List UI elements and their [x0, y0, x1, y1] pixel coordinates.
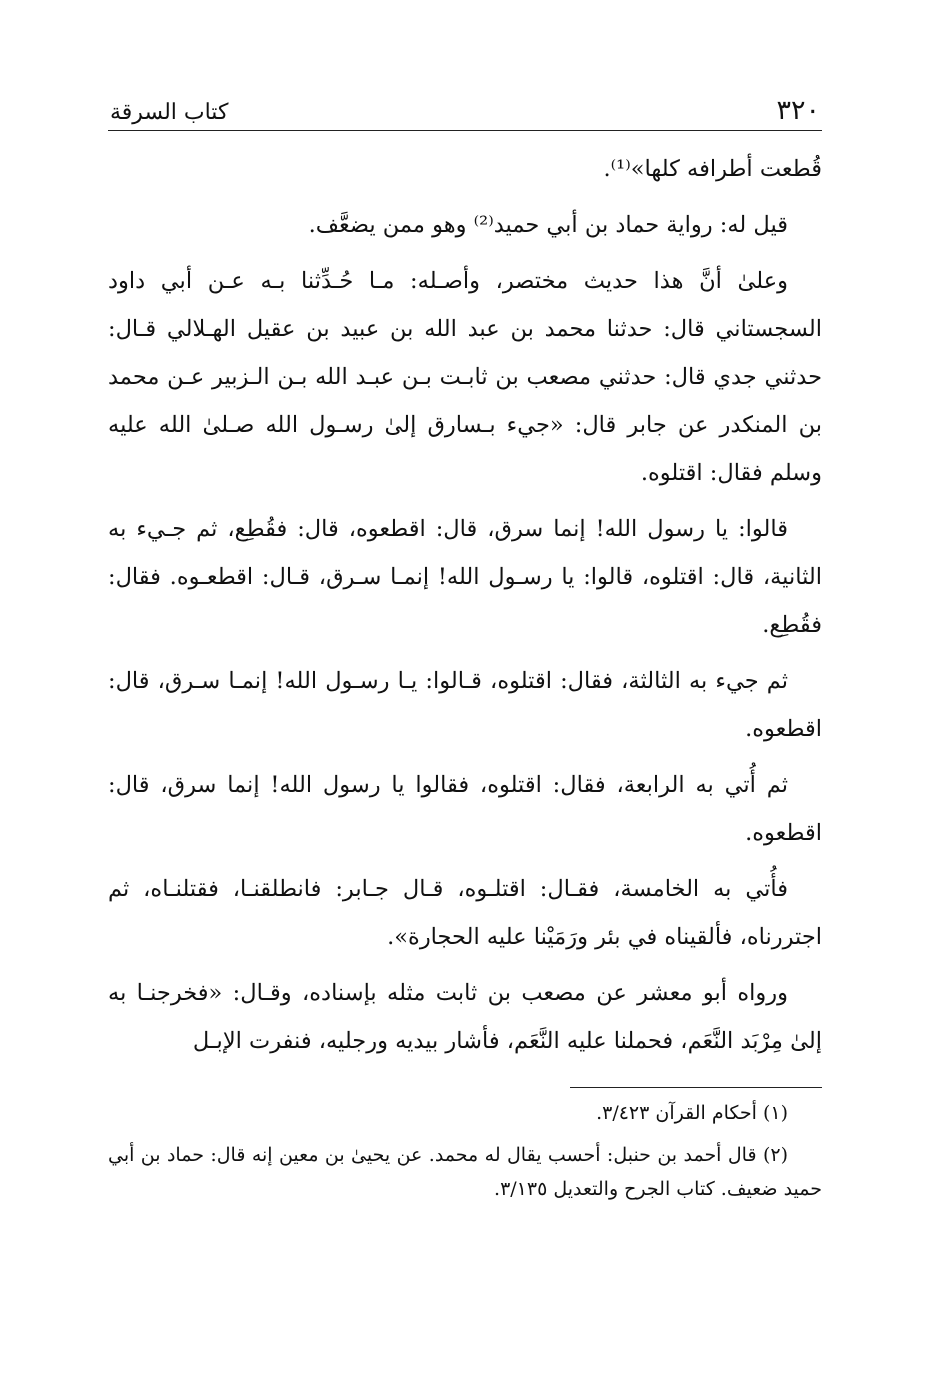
footnote-separator — [570, 1087, 822, 1088]
paragraph: قُطعت أطرافه كلها»⁽¹⁾. — [603, 156, 822, 182]
page-number: ٣٢٠ — [776, 95, 820, 126]
paragraph: ثم أُتي به الرابعة، فقال: اقتلوه، فقالوا يا رسول الله! إنما سرق، قال: اقطعوه. — [108, 772, 822, 846]
footnotes — [108, 1096, 822, 1206]
main-text — [108, 145, 822, 1065]
paragraph: ثم جيء به الثالثة، فقال: اقتلوه، قـالوا: يـا رسـول الله! إنمـا سـرق، قال: اقطعوه. — [108, 668, 822, 742]
footnote: (٢) قال أحمد بن حنبل: أحسب يقال له محمد. عن يحيىٰ بن معين إنه قال: حماد بن أبي حميد ضعيف. كتاب الجرح والتعديل ٣/١٣٥. — [108, 1144, 822, 1200]
book-title: كتاب السرقة — [110, 100, 229, 125]
paragraph: وعلىٰ أنَّ هذا حديث مختصر، وأصـله: مـا حُـدِّثنا بـه عـن أبي داود السجستاني قال: حدثنا محمد بن عبد الله بن عبيد بن عقيل الهـلالي قـال: حدثني جدي قال: حدثني مصعب بن ثابـت بـن عبـد الله بـن الـزبير عـن محمد بن المنكدر عن جابر قال: «جيء بـسارق إلىٰ رسـول الله صـلىٰ الله عليه وسلم فقال: اقتلوه. — [108, 268, 822, 486]
footnote: (١) أحكام القرآن ٣/٤٢٣. — [596, 1102, 788, 1124]
paragraph: قالوا: يا رسول الله! إنما سرق، قال: اقطعوه، قال: فقُطِع، ثم جـيء به الثانية، قال: اقتلوه، قالوا: يا رسـول الله! إنمـا سـرق، قـال: اقطعـوه. فقال: فقُطِع. — [108, 516, 822, 638]
paragraph: قيل له: رواية حماد بن أبي حميد⁽²⁾ وهو ممن يضعَّف. — [308, 212, 788, 238]
paragraph: ورواه أبو معشر عن مصعب بن ثابت مثله بإسناده، وقـال: «فخرجنـا به إلىٰ مِرْبَد النَّعَم، فحملنا عليه النَّعَم، فأشار بيديه ورجليه، فنفرت الإبـل — [108, 980, 822, 1054]
paragraph: فأُتي به الخامسة، فقـال: اقتلـوه، قـال جـابر: فانطلقنـا، فقتلنـاه، ثم اجتررناه، فألقيناه في بئر ورَمَيْنا عليه الحجارة». — [108, 876, 822, 950]
book-page — [108, 80, 822, 1214]
running-header — [108, 80, 822, 131]
